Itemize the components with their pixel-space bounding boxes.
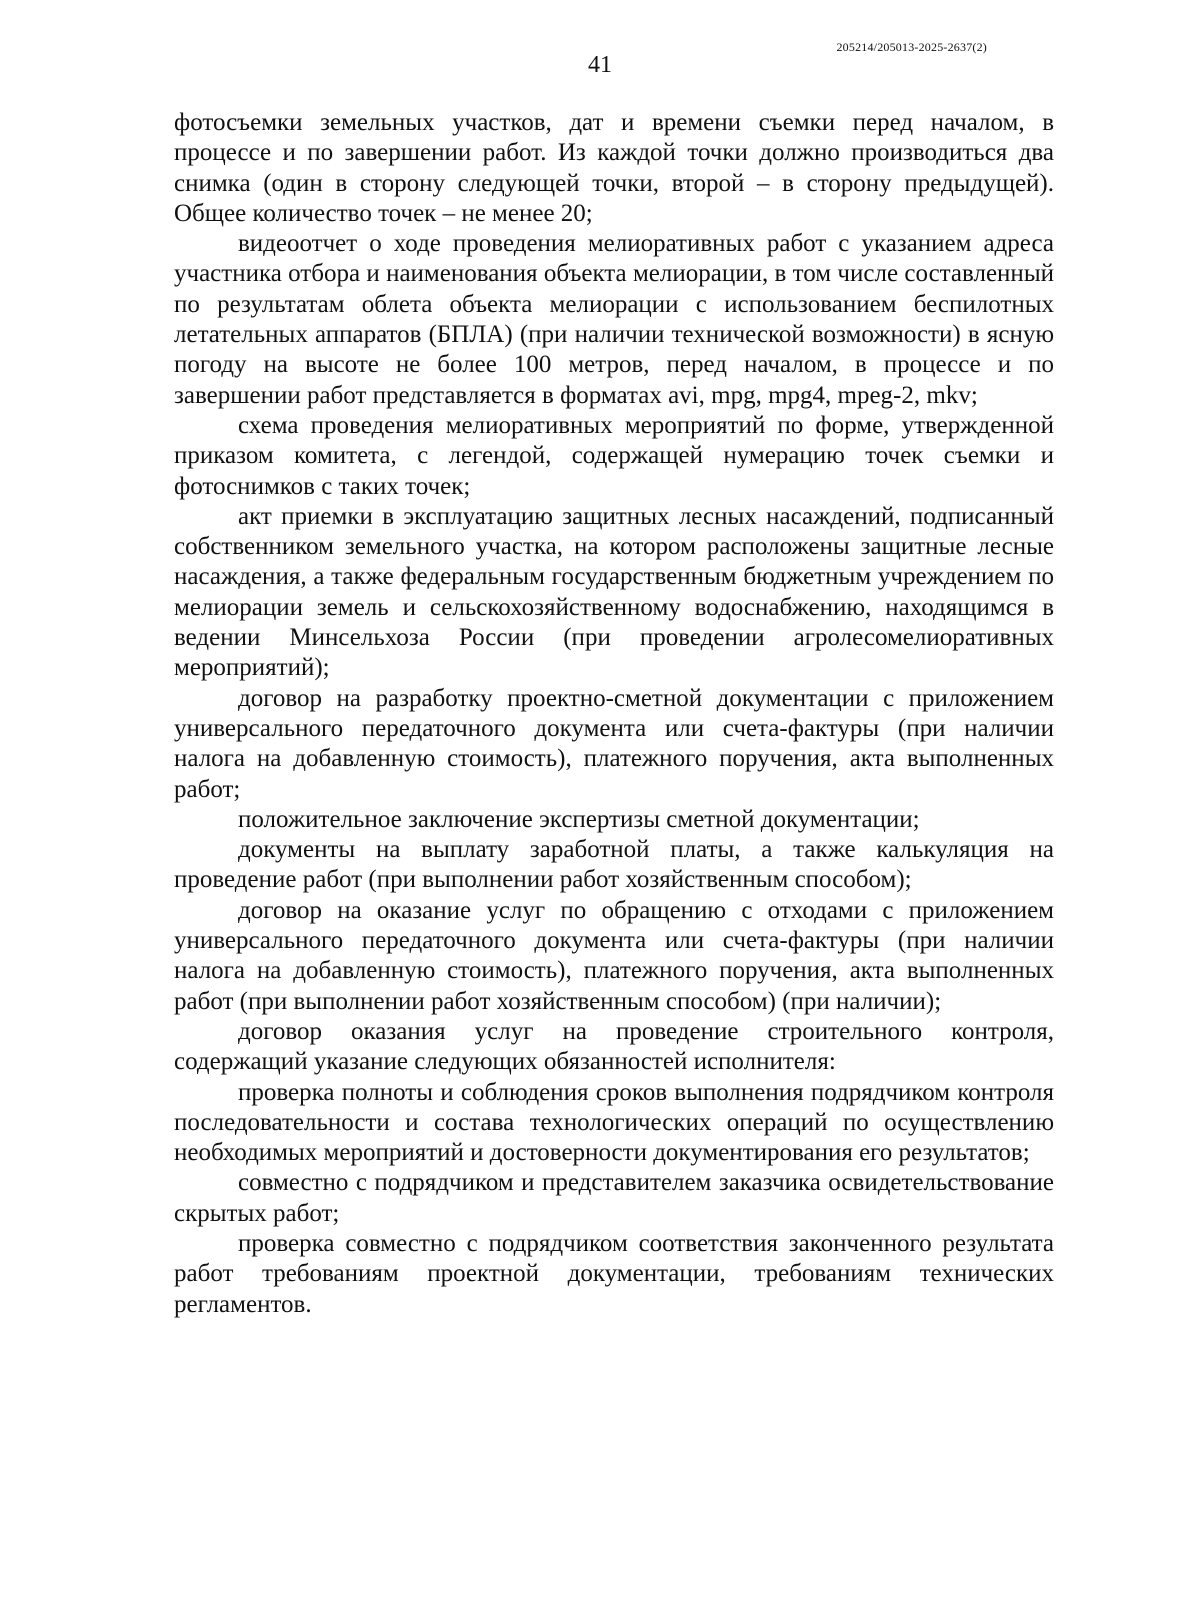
- paragraph-design-contract: договор на разработку проектно-сметной документации с приложением универсального передаточного документа или счета-фактуры (при наличии налога на добавленную стоимость), платежного поручения, акта выполненных работ;: [174, 684, 1054, 803]
- paragraph-waste-contract: договор на оказание услуг по обращению с отходами с приложением универсального передаточного документа или счета-фактуры (при наличии налога на добавленную стоимость), платежного поручения, акта выполненных работ (при выполнении работ хозяйственным способом) (при наличии);: [174, 896, 1054, 1015]
- paragraph-video-report: видеоотчет о ходе проведения мелиоративных работ с указанием адреса участника отбора и наименования объекта мелиорации, в том числе составленный по результатам облета объекта мелиорации с использованием беспилотных летательных аппаратов (БПЛА) (при наличии технической возможности) в ясную погоду на высоте не более 100 метров, перед началом, в процессе и по завершении работ представляется в форматах avi, mpg, mpg4, mpeg-2, mkv;: [174, 230, 1054, 409]
- paragraph-expert-conclusion: положительное заключение экспертизы сметной документации;: [238, 805, 920, 833]
- paragraph-photo-report: фотосъемки земельных участков, дат и времени съемки перед началом, в процессе и по завершении работ. Из каждой точки должно производиться два снимка (один в сторону следующей точки, второй – в сторону предыдущей). Общее количество точек – не менее 20;: [174, 109, 1054, 227]
- paragraph-salary-documents: документы на выплату заработной платы, а также калькуляция на проведение работ (при выполнении работ хозяйственным способом);: [174, 836, 1054, 894]
- document-body: [174, 108, 1054, 1320]
- page-number: 41: [588, 52, 612, 78]
- paragraph-duty-verification: проверка полноты и соблюдения сроков выполнения подрядчиком контроля последовательности и состава технологических операций по осуществлению необходимых мероприятий и достоверности документирования его результатов;: [174, 1078, 1054, 1167]
- paragraph-acceptance-act: акт приемки в эксплуатацию защитных лесных насаждений, подписанный собственником земельного участка, на котором расположены защитные лесные насаждения, а также федеральным государственным бюджетным учреждением по мелиорации земель и сельскохозяйственному водоснабжению, находящимся в ведении Минсельхоза России (при проведении агролесомелиоративных мероприятий);: [174, 502, 1054, 682]
- paragraph-construction-control: договор оказания услуг на проведение строительного контроля, содержащий указание следующих обязанностей исполнителя:: [174, 1017, 1054, 1076]
- paragraph-duty-compliance: проверка совместно с подрядчиком соответствия законченного результата работ требованиям проектной документации, требованиям технических регламентов.: [174, 1229, 1054, 1318]
- paragraph-scheme: схема проведения мелиоративных мероприятий по форме, утвержденной приказом комитета, с легендой, содержащей нумерацию точек съемки и фотоснимков с таких точек;: [174, 411, 1054, 500]
- paragraph-duty-hidden-works: совместно с подрядчиком и представителем заказчика освидетельствование скрытых работ;: [174, 1169, 1054, 1227]
- document-number: 205214/205013-2025-2637(2): [836, 40, 987, 54]
